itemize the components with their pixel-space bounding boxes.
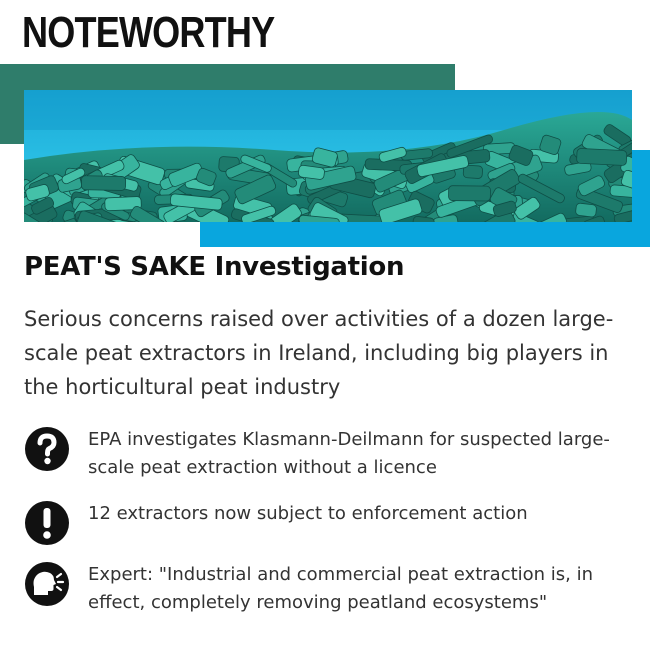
speaking-head-icon (24, 561, 70, 607)
bullet-text: 12 extractors now subject to enforcement action (88, 503, 528, 524)
peat-stacks-photo (24, 90, 632, 222)
bullet-text: EPA investigates Klasmann-Deilmann for suspected large-scale peat extraction without a licence (88, 429, 610, 478)
bullet-text: Expert: "Industrial and commercial peat extraction is, in effect, completely removing peatland ecosystems" (88, 564, 594, 613)
brand-title: NOTEWORTHY (22, 8, 275, 57)
question-mark-icon (24, 426, 70, 472)
intro-text: Serious concerns raised over activities of a dozen large-scale peat extractors in Ireland, including big players in the horticultural peat industry (24, 307, 614, 399)
headline: PEAT'S SAKE Investigation (24, 252, 405, 282)
exclamation-icon (24, 500, 70, 546)
